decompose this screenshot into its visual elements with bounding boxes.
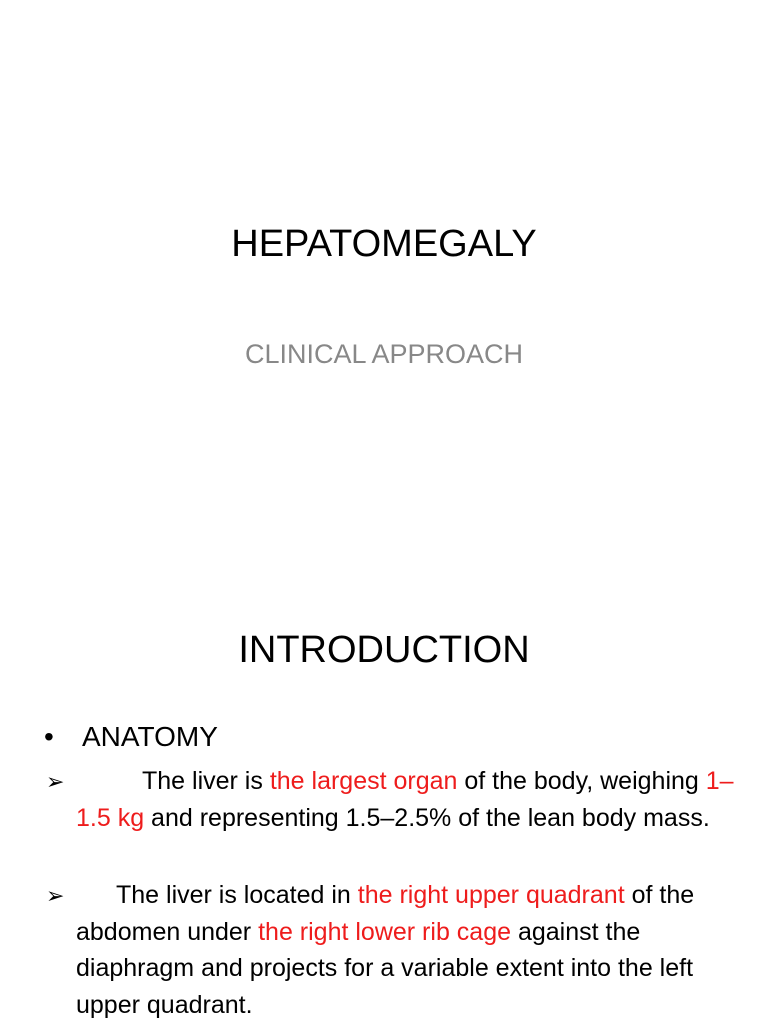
arrow-bullet-icon: ➢ bbox=[46, 883, 65, 908]
bullet-item-anatomy bbox=[44, 717, 218, 757]
text: of the abdomen under bbox=[76, 881, 695, 946]
text: The liver is bbox=[142, 767, 270, 795]
text: and representing 1.5–2.5% of the lean body mass. bbox=[144, 803, 710, 832]
highlight-text: 1–1.5 kg bbox=[76, 767, 734, 832]
paragraph-liver-location bbox=[76, 877, 736, 1023]
section-title: INTRODUCTION bbox=[238, 629, 530, 671]
bullet-label: ANATOMY bbox=[82, 721, 218, 752]
slide-subtitle: CLINICAL APPROACH bbox=[244, 339, 524, 369]
arrow-bullet-icon: ➢ bbox=[46, 769, 65, 794]
text: The liver is located in bbox=[116, 881, 358, 909]
highlight-text: the right lower rib cage bbox=[258, 917, 511, 946]
bullet-icon: • bbox=[44, 721, 54, 752]
text: against the diaphragm and projects for a variable extent into the left upper quadrant. bbox=[76, 917, 694, 1019]
paragraph-liver-size bbox=[76, 763, 736, 836]
highlight-text: the right upper quadrant bbox=[357, 881, 625, 909]
slide-title: HEPATOMEGALY bbox=[231, 223, 537, 265]
highlight-text: the largest organ bbox=[269, 767, 458, 795]
text: of the body, weighing bbox=[457, 767, 706, 795]
